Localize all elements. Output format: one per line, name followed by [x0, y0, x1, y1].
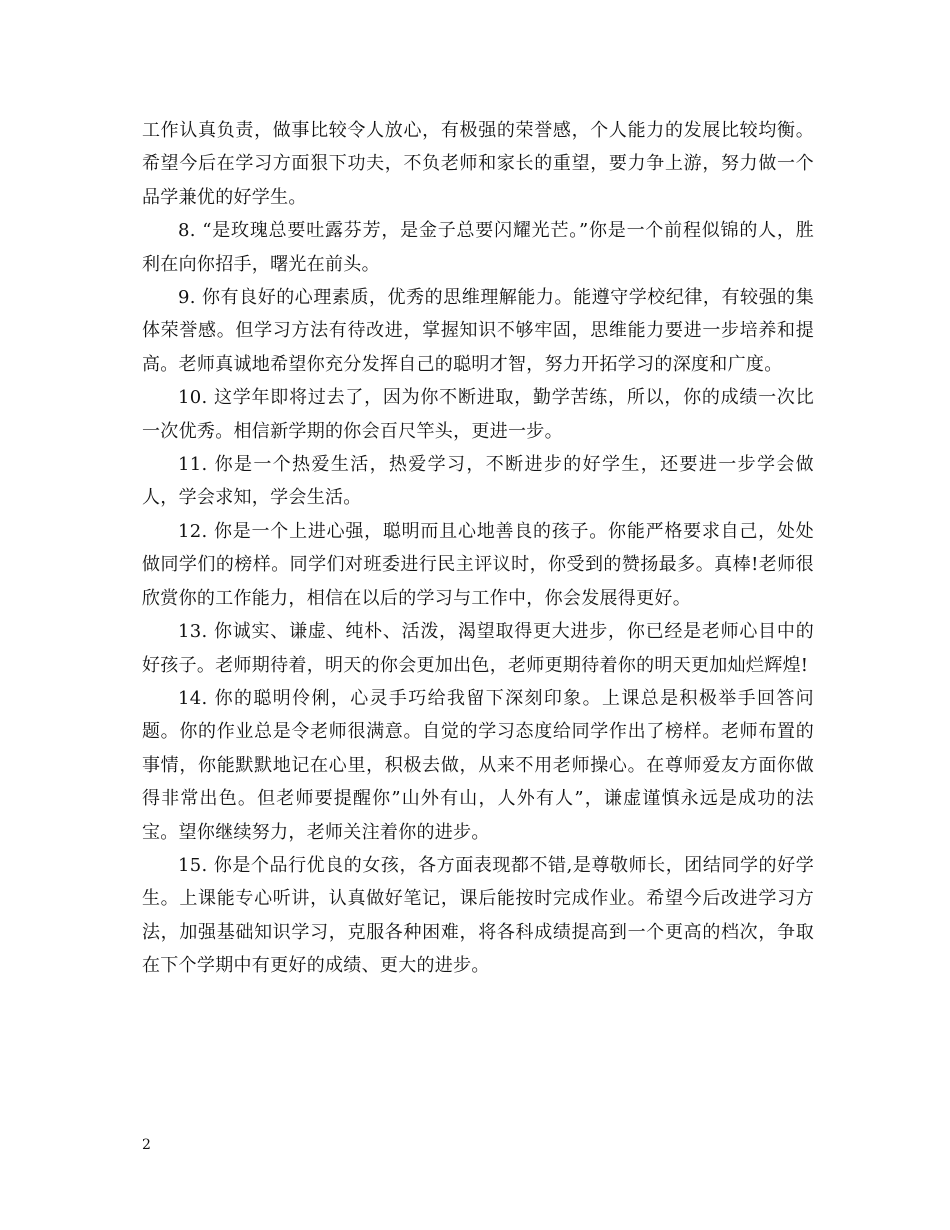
paragraph-item-9: 9. 你有良好的心理素质，优秀的思维理解能力。能遵守学校纪律，有较强的集体荣誉感。但学习方法有待改进，掌握知识不够牢固，思维能力要进一步培养和提高。老师真诚地希望你充分发挥自己的聪明才智，努力开拓学习的深度和广度。 [142, 287, 814, 375]
paragraph-continuation: 工作认真负责，做事比较令人放心，有极强的荣誉感，个人能力的发展比较均衡。希望今后在学习方面狠下功夫，不负老师和家长的重望，要力争上游，努力做一个品学兼优的好学生。 [142, 120, 814, 208]
paragraph-item-15: 15. 你是个品行优良的女孩，各方面表现都不错,是尊敬师长，团结同学的好学生。上课能专心听讲，认真做好笔记，课后能按时完成作业。希望今后改进学习方法，加强基础知识学习，克服各种困难，将各科成绩提高到一个更高的档次，争取在下个学期中有更好的成绩、更大的进步。 [142, 854, 814, 977]
paragraph-item-13: 13. 你诚实、谦虚、纯朴、活泼，渴望取得更大进步，你已经是老师心目中的好孩子。老师期待着，明天的你会更加出色，老师更期待着你的明天更加灿烂辉煌! [142, 621, 814, 676]
paragraph-item-8: 8. “是玫瑰总要吐露芬芳，是金子总要闪耀光芒。”你是一个前程似锦的人，胜利在向你招手，曙光在前头。 [142, 220, 814, 275]
paragraph-item-10: 10. 这学年即将过去了，因为你不断进取，勤学苦练，所以，你的成绩一次比一次优秀。相信新学期的你会百尺竿头，更进一步。 [142, 387, 814, 442]
body-text [142, 114, 814, 983]
page-number: 2 [142, 1137, 151, 1153]
paragraph-item-14: 14. 你的聪明伶俐，心灵手巧给我留下深刻印象。上课总是积极举手回答问题。你的作业总是令老师很满意。自觉的学习态度给同学作出了榜样。老师布置的事情，你能默默地记在心里，积极去做，从来不用老师操心。在尊师爱友方面你做得非常出色。但老师要提醒你”山外有山，人外有人”，谦虚谨慎永远是成功的法宝。望你继续努力，老师关注着你的进步。 [142, 687, 814, 843]
paragraph-item-11: 11. 你是一个热爱生活，热爱学习，不断进步的好学生，还要进一步学会做人，学会求知，学会生活。 [142, 454, 814, 509]
paragraph-item-12: 12. 你是一个上进心强，聪明而且心地善良的孩子。你能严格要求自己，处处做同学们的榜样。同学们对班委进行民主评议时，你受到的赞扬最多。真棒!老师很欣赏你的工作能力，相信在以后的学习与工作中，你会发展得更好。 [142, 520, 814, 609]
